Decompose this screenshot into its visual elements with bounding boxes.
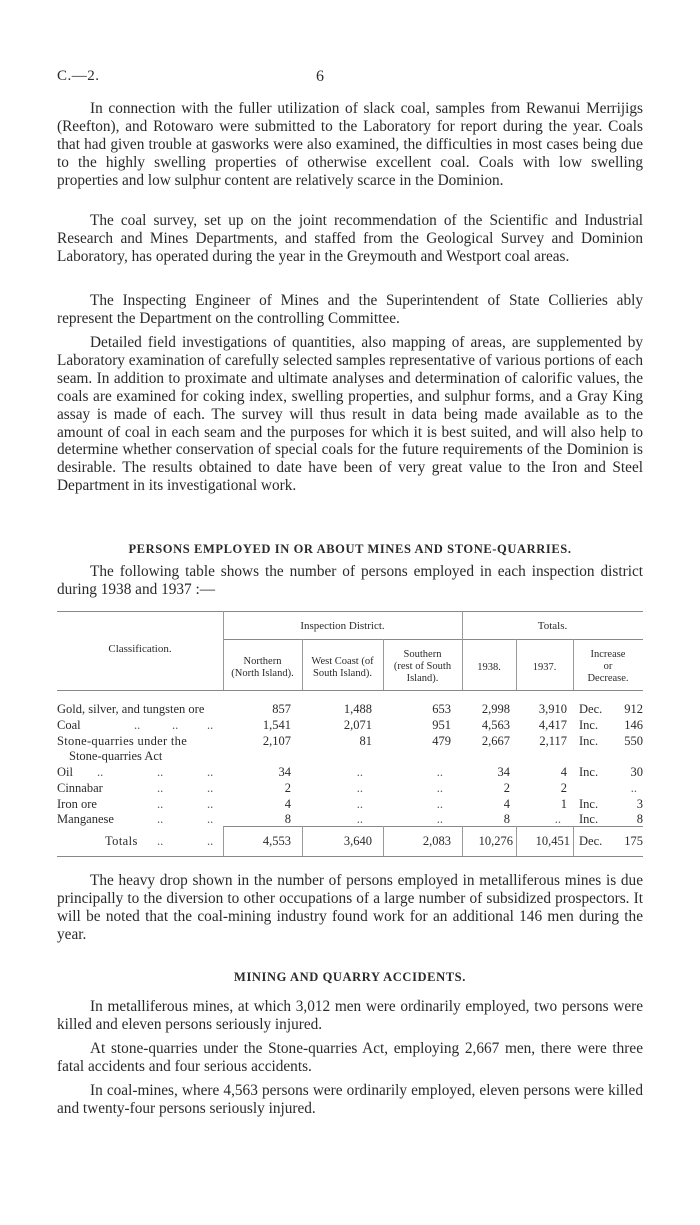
cell-gold-1938: 2,998 xyxy=(481,702,510,716)
leader-dots: .. xyxy=(207,718,214,732)
cell-gold-1937: 3,910 xyxy=(538,702,567,716)
cell-coal-1938: 4,563 xyxy=(481,718,510,732)
cell-oil-1937: 4 xyxy=(560,765,567,779)
header-classification: Classification. xyxy=(108,643,172,655)
cell-oil-1938: 34 xyxy=(497,765,510,779)
row-label-manganese: Manganese xyxy=(57,812,114,826)
cell-manganese-direction: Inc. xyxy=(579,812,599,826)
leader-dots: .. xyxy=(157,797,164,811)
cell-oil-direction: Inc. xyxy=(579,765,599,779)
header-totals: Totals. xyxy=(537,620,568,632)
leader-dots: .. xyxy=(134,718,141,732)
row-label-stone-quarries-line2: Stone-quarries Act xyxy=(69,749,163,763)
paragraph-coal-survey: The coal survey, set up on the joint recommendation of the Scientific and Industrial Research and Mines Departments, and staffed from the Geological Survey and Dominion Laboratory, has operated during the year in the Greymouth and Westport coal areas. xyxy=(57,212,643,265)
cell-cinnabar-west: .. xyxy=(356,781,363,795)
cell-total-southern: 2,083 xyxy=(422,834,451,848)
cell-coal-west: 2,071 xyxy=(343,718,372,732)
table-bottom-rule xyxy=(57,856,643,857)
header-northern-line2: (North Island). xyxy=(231,668,294,679)
paragraph-metalliferous-accidents: In metalliferous mines, at which 3,012 men were ordinarily employed, two persons were killed and eleven persons seriously injured. xyxy=(57,998,643,1033)
header-1938: 1938. xyxy=(477,662,501,673)
header-inc-line2: or xyxy=(603,661,613,672)
cell-oil-southern: .. xyxy=(436,765,443,779)
cell-oil-change: 30 xyxy=(630,765,643,779)
paragraph-coal-mine-accidents: In coal-mines, where 4,563 persons were ordinarily employed, eleven persons were killed and twenty-four persons seriously injured. xyxy=(57,1082,643,1117)
cell-cinnabar-southern: .. xyxy=(436,781,443,795)
cell-total-1937: 10,451 xyxy=(535,834,570,848)
document-reference: C.—2. xyxy=(57,68,100,84)
cell-iron-northern: 4 xyxy=(284,797,291,811)
cell-manganese-1938: 8 xyxy=(503,812,510,826)
cell-oil-west: .. xyxy=(356,765,363,779)
cell-stone-west: 81 xyxy=(359,734,372,748)
leader-dots: .. xyxy=(157,834,164,848)
header-inc-line3: Decrease. xyxy=(587,673,629,684)
table-group-rule xyxy=(223,639,643,640)
cell-stone-northern: 2,107 xyxy=(262,734,291,748)
cell-stone-southern: 479 xyxy=(432,734,451,748)
header-southern-line1: Southern xyxy=(403,649,442,660)
cell-gold-northern: 857 xyxy=(272,702,291,716)
cell-manganese-1937: .. xyxy=(554,812,561,826)
header-west-coast xyxy=(302,656,383,680)
cell-total-change: 175 xyxy=(624,834,643,848)
header-inspection-district: Inspection District. xyxy=(300,620,385,632)
leader-dots: .. xyxy=(207,781,214,795)
header-west-line2: South Island). xyxy=(313,668,372,679)
leader-dots: .. xyxy=(157,781,164,795)
leader-dots: .. xyxy=(207,797,214,811)
cell-stone-change: 550 xyxy=(624,734,643,748)
cell-oil-northern: 34 xyxy=(278,765,291,779)
header-1937: 1937. xyxy=(532,662,557,673)
cell-manganese-southern: .. xyxy=(436,812,443,826)
cell-cinnabar-1938: 2 xyxy=(503,781,510,795)
cell-cinnabar-1937: 2 xyxy=(560,781,567,795)
cell-total-west: 3,640 xyxy=(343,834,372,848)
header-southern-line3: Island). xyxy=(406,673,439,684)
leader-dots: .. xyxy=(172,718,179,732)
cell-gold-direction: Dec. xyxy=(579,702,603,716)
leader-dots: .. xyxy=(207,812,214,826)
header-southern xyxy=(383,649,462,685)
cell-coal-northern: 1,541 xyxy=(262,718,291,732)
row-label-coal: Coal xyxy=(57,718,81,732)
header-northern-line1: Northern xyxy=(243,656,282,667)
cell-iron-change: 3 xyxy=(636,797,643,811)
leader-dots: .. xyxy=(157,812,164,826)
row-label-oil: Oil xyxy=(57,765,73,779)
paragraph-slack-coal: In connection with the fuller utilization of slack coal, samples from Rewanui Merrijigs (Reefton), and Rotowaro were submitted to the Laboratory for report during the year. Coals that had given trouble at gasworks were also examined, the difficulties in most cases being due to the highly swelling properties of otherwise excellent coal. Coals with low swelling properties and low sulphur content are relatively scarce in the Dominion. xyxy=(57,100,643,189)
cell-total-direction: Dec. xyxy=(579,834,603,848)
row-label-gold: Gold, silver, and tungsten ore xyxy=(57,702,205,716)
cell-cinnabar-change: .. xyxy=(630,781,637,795)
cell-manganese-change: 8 xyxy=(636,812,643,826)
leader-dots: .. xyxy=(207,765,214,779)
cell-gold-southern: 653 xyxy=(432,702,451,716)
cell-iron-west: .. xyxy=(356,797,363,811)
header-southern-line2: (rest of South xyxy=(393,661,452,672)
cell-manganese-west: .. xyxy=(356,812,363,826)
cell-gold-change: 912 xyxy=(624,702,643,716)
cell-coal-southern: 951 xyxy=(432,718,451,732)
cell-stone-1938: 2,667 xyxy=(481,734,510,748)
cell-coal-direction: Inc. xyxy=(579,718,599,732)
header-northern xyxy=(223,656,302,680)
leader-dots: .. xyxy=(207,834,214,848)
page-number: 6 xyxy=(316,68,324,85)
cell-iron-southern: .. xyxy=(436,797,443,811)
cell-stone-direction: Inc. xyxy=(579,734,599,748)
paragraph-heavy-drop: The heavy drop shown in the number of persons employed in metalliferous mines is due principally to the diversion to other occupations of a large number of subsidized prospectors. It will be noted that the coal-mining industry found work for an additional 146 men during the year. xyxy=(57,872,643,943)
cell-iron-direction: Inc. xyxy=(579,797,599,811)
cell-gold-west: 1,488 xyxy=(343,702,372,716)
leader-dots: .. xyxy=(157,765,164,779)
leader-dots: .. xyxy=(97,765,104,779)
cell-coal-1937: 4,417 xyxy=(538,718,567,732)
cell-coal-change: 146 xyxy=(624,718,643,732)
section-title-accidents: MINING AND QUARRY ACCIDENTS. xyxy=(234,970,466,984)
row-label-stone-quarries: Stone-quarries under the xyxy=(57,734,188,748)
paragraph-field-investigations: Detailed field investigations of quantities, also mapping of areas, are supplemented by Laboratory examination of carefully selected samples representative of various portions of each seam. In addition to proximate and ultimate analyses and determination of calorific values, the coals are examined for coking index, swelling properties, and sulphur forms, and a Gray King assay is made of each. The survey will thus result in data being made available as to the amount of coal in each seam and the purposes for which it is best suited, and will also help to determine whether conservation of special coals for the future requirements of the Dominion is desirable. The results obtained to date have been of very great value to the Iron and Steel Department in its investigational work. xyxy=(57,334,643,495)
header-increase-decrease xyxy=(573,649,643,685)
header-inc-line1: Increase xyxy=(590,649,626,660)
paragraph-table-intro: The following table shows the number of persons employed in each inspection district during 1938 and 1937 :— xyxy=(57,563,643,598)
table-top-rule xyxy=(57,611,643,612)
row-label-totals: Totals xyxy=(105,834,138,848)
cell-total-1938: 10,276 xyxy=(478,834,513,848)
cell-iron-1938: 4 xyxy=(503,797,510,811)
section-title-persons-employed: PERSONS EMPLOYED IN OR ABOUT MINES AND STONE-QUARRIES. xyxy=(128,542,572,556)
table-header-rule xyxy=(57,690,643,691)
cell-manganese-northern: 8 xyxy=(284,812,291,826)
paragraph-stone-quarry-accidents: At stone-quarries under the Stone-quarries Act, employing 2,667 men, there were three fatal accidents and four serious accidents. xyxy=(57,1040,643,1075)
row-label-cinnabar: Cinnabar xyxy=(57,781,103,795)
cell-stone-1937: 2,117 xyxy=(539,734,567,748)
cell-total-northern: 4,553 xyxy=(262,834,291,848)
cell-cinnabar-northern: 2 xyxy=(284,781,291,795)
cell-iron-1937: 1 xyxy=(560,797,567,811)
paragraph-inspecting-engineer: The Inspecting Engineer of Mines and the Superintendent of State Collieries ably represent the Department on the controlling Committee. xyxy=(57,292,643,327)
header-west-line1: West Coast (of xyxy=(311,656,374,667)
employment-table xyxy=(57,611,643,861)
row-label-iron-ore: Iron ore xyxy=(57,797,97,811)
